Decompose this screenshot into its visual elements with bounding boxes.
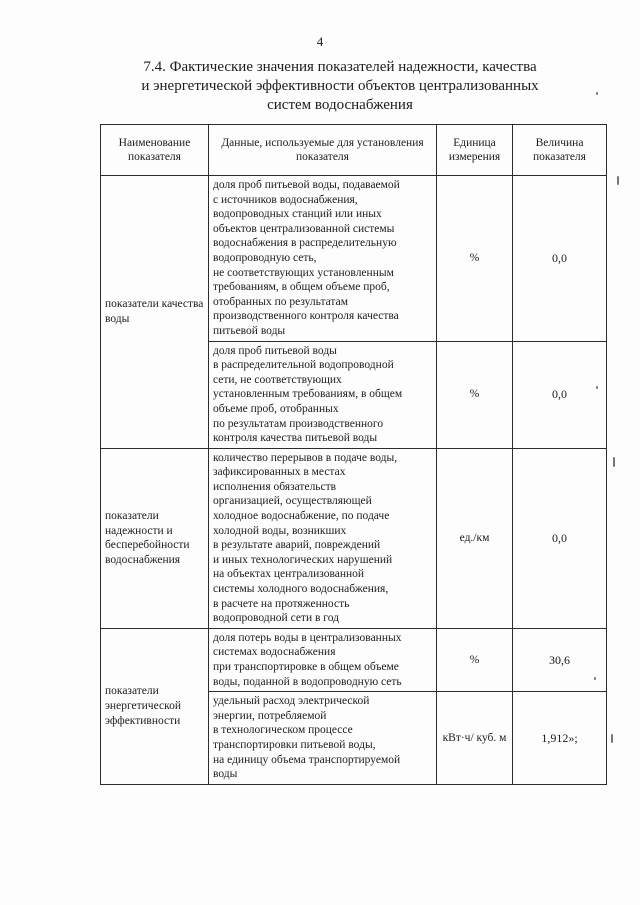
header-name: Наименование показателя <box>101 125 209 176</box>
description-line: транспортировки питьевой воды, <box>213 738 376 751</box>
indicator-unit: % <box>437 341 513 448</box>
indicator-group-name: показатели надежности и бесперебойности водоснабжения <box>101 448 209 628</box>
indicator-description <box>209 692 437 785</box>
description-line: в расчете на протяженность <box>213 597 350 610</box>
description-line: не соответствующих установленным <box>213 266 394 279</box>
description-line: системах водоснабжения <box>213 646 336 659</box>
indicators-table <box>100 124 607 785</box>
description-line: организацией, осуществляющей <box>213 495 372 508</box>
description-line: питьевой воды <box>213 324 286 337</box>
description-line: холодное водоснабжение, по подаче <box>213 510 390 523</box>
description-line: количество перерывов в подаче воды, <box>213 451 398 464</box>
table-row <box>101 628 607 691</box>
description-line: исполнения обязательств <box>213 480 337 493</box>
title-line: и энергетической эффективности объектов централизованных <box>141 78 539 94</box>
description-line: в результате аварий, повреждений <box>213 539 381 552</box>
scan-speck <box>613 457 615 467</box>
indicator-unit: % <box>437 176 513 342</box>
description-line: контроля качества питьевой воды <box>213 432 378 445</box>
indicator-value: 30,6 <box>513 628 607 691</box>
description-line: доля проб питьевой воды <box>213 344 337 357</box>
header-value: Величина показателя <box>513 125 607 176</box>
description-line: отобранных по результатам <box>213 295 348 308</box>
description-line: воды <box>213 768 238 781</box>
description-line: требованиям, в общем объеме проб, <box>213 281 390 294</box>
description-line: в технологическом процессе <box>213 724 353 737</box>
indicator-unit: ед./км <box>437 448 513 628</box>
indicator-value: 1,912»; <box>513 692 607 785</box>
description-line: воды, поданной в водопроводную сеть <box>213 675 402 688</box>
section-title <box>110 58 570 115</box>
description-line: объектов централизованной системы <box>213 222 395 235</box>
table-row <box>101 448 607 628</box>
indicator-description <box>209 628 437 691</box>
description-line: сети, не соответствующих <box>213 373 342 386</box>
description-line: водопроводную сеть, <box>213 251 317 264</box>
indicator-group-name: показатели энергетической эффективности <box>101 628 209 784</box>
scan-speck <box>596 386 598 389</box>
indicator-description <box>209 341 437 448</box>
description-line: объеме проб, отобранных <box>213 402 339 415</box>
description-line: холодной воды, возникших <box>213 524 347 537</box>
description-line: водоснабжения в распределительную <box>213 237 397 250</box>
header-data: Данные, используемые для установления показателя <box>209 125 437 176</box>
indicator-unit: % <box>437 628 513 691</box>
table-header-row <box>101 125 607 176</box>
table-row <box>101 176 607 342</box>
scan-speck <box>617 176 619 185</box>
description-line: удельный расход электрической <box>213 695 370 708</box>
description-line: зафиксированных в местах <box>213 466 346 479</box>
indicator-value: 0,0 <box>513 448 607 628</box>
indicator-unit: кВт·ч/ куб. м <box>437 692 513 785</box>
description-line: производственного контроля качества <box>213 310 399 323</box>
description-line: системы холодного водоснабжения, <box>213 583 389 596</box>
scan-speck <box>611 734 613 743</box>
indicator-description <box>209 176 437 342</box>
description-line: в распределительной водопроводной <box>213 359 394 372</box>
header-unit: Единица измерения <box>437 125 513 176</box>
description-line: установленным требованиям, в общем <box>213 388 403 401</box>
description-line: и иных технологических нарушений <box>213 553 393 566</box>
description-line: при транспортировке в общем объеме <box>213 661 399 673</box>
indicator-group-name: показатели качества воды <box>101 176 209 449</box>
description-line: с источников водоснабжения, <box>213 193 358 206</box>
description-line: водопроводной сети в год <box>213 612 339 625</box>
description-line: энергии, потребляемой <box>213 709 327 722</box>
indicator-description <box>209 448 437 628</box>
indicator-value: 0,0 <box>513 341 607 448</box>
title-line: систем водоснабжения <box>267 97 413 113</box>
title-line: 7.4. Фактические значения показателей надежности, качества <box>143 59 537 75</box>
page-number: 4 <box>316 34 324 49</box>
description-line: доля проб питьевой воды, подаваемой <box>213 179 400 191</box>
scan-speck <box>596 92 598 95</box>
description-line: на единицу объема транспортируемой <box>213 753 401 766</box>
description-line: доля потерь воды в централизованных <box>213 631 402 644</box>
description-line: на объектах централизованной <box>213 568 365 581</box>
indicator-value: 0,0 <box>513 176 607 342</box>
description-line: по результатам производственного <box>213 417 384 430</box>
description-line: водопроводных станций или иных <box>213 208 382 221</box>
scan-speck <box>594 677 596 680</box>
